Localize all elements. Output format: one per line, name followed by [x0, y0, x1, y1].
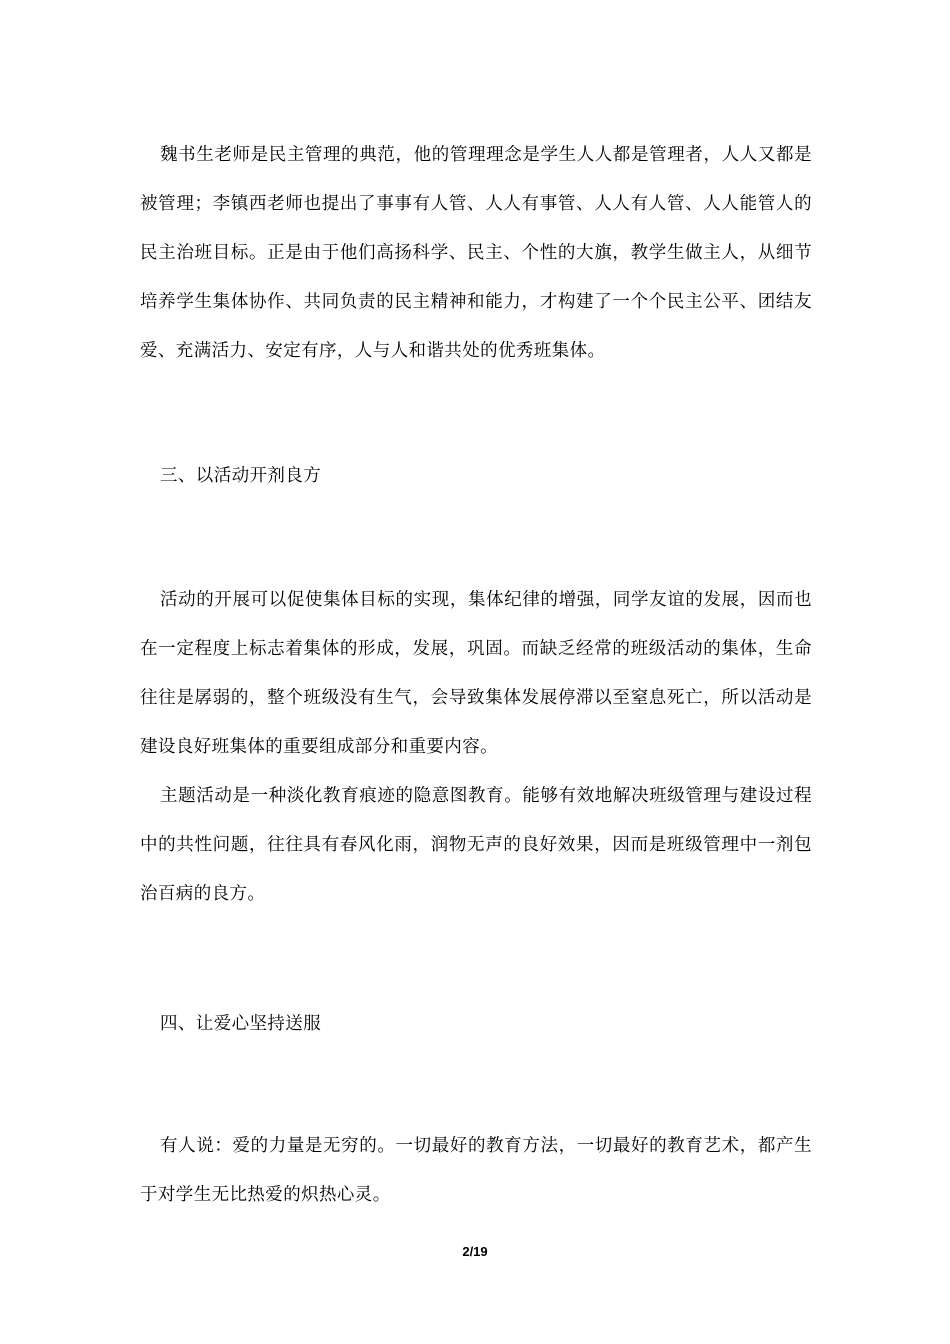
paragraph-activities-importance: 活动的开展可以促使集体目标的实现，集体纪律的增强，同学友谊的发展，因而也在一定程度上标志着集体的形成，发展，巩固。而缺乏经常的班级活动的集体，生命往往是孱弱的，整个班级没有生气，会导致集体发展停滞以至窒息死亡，所以活动是建设良好班集体的重要组成部分和重要内容。 [140, 590, 812, 757]
paragraph-power-of-love: 有人说：爱的力量是无穷的。一切最好的教育方法，一切最好的教育艺术，都产生于对学生无比热爱的炽热心灵。 [140, 1136, 812, 1205]
paragraph-theme-activities: 主题活动是一种淡化教育痕迹的隐意图教育。能够有效地解决班级管理与建设过程中的共性问题，往往具有春风化雨，润物无声的良好效果，因而是班级管理中一剂包治百病的良方。 [140, 786, 812, 904]
section-heading-activities: 三、以活动开剂良方 [160, 466, 322, 486]
page-number: 2/19 [462, 1244, 488, 1259]
section-heading-love: 四、让爱心坚持送服 [160, 1014, 322, 1034]
paragraph-democratic-management: 魏书生老师是民主管理的典范，他的管理理念是学生人人都是管理者，人人又都是被管理；李镇西老师也提出了事事有人管、人人有事管、人人有人管、人人能管人的民主治班目标。正是由于他们高扬科学、民主、个性的大旗，教学生做主人，从细节培养学生集体协作、共同负责的民主精神和能力，才构建了一个个民主公平、团结友爱、充满活力、安定有序，人与人和谐共处的优秀班集体。 [140, 145, 812, 361]
